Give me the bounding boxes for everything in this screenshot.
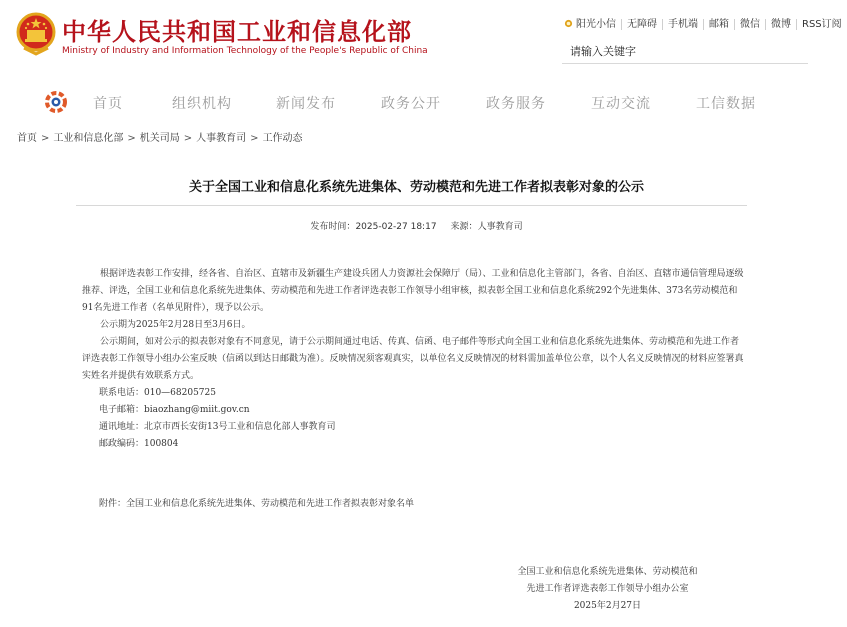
utility-links	[562, 16, 847, 32]
attachment-link[interactable]: 附件：全国工业和信息化系统先进集体、劳动模范和先进工作者拟表彰对象名单	[99, 499, 415, 509]
search-input[interactable]	[562, 40, 808, 64]
site-subtitle: Ministry of Industry and Information Technology of the People's Republic of China	[62, 46, 428, 56]
site-header	[0, 0, 842, 80]
national-emblem-icon[interactable]	[16, 12, 56, 56]
breadcrumb-separator: >	[41, 133, 50, 144]
article-meta	[0, 219, 833, 232]
breadcrumb-separator: >	[127, 133, 136, 144]
link-wechat[interactable]: 微信	[734, 19, 765, 30]
paragraph-intro: 根据评选表彰工作安排，经各省、自治区、直辖市及新疆生产建设兵团人力资源社会保障厅（局）、工业和信息化主管部门，各省、自治区、直辖市通信管理局逐级推荐、评选，全国工业和信息化系统先进集体、劳动模范和先进工作者评选表彰工作领导小组审核，拟表彰全国工业和信息化系统292个先进集体、373名劳动模范和91名先进工作者（名单见附件），现予以公示。	[82, 269, 744, 313]
nav-item-home[interactable]: 首页	[93, 96, 123, 112]
contact-email: 电子邮箱：biaozhang@miit.gov.cn	[99, 405, 250, 415]
link-mail[interactable]: 邮箱	[703, 19, 734, 30]
nav-item-services[interactable]: 政务服务	[486, 96, 546, 112]
link-weibo[interactable]: 微博	[765, 19, 796, 30]
breadcrumb-work-updates[interactable]: 工作动态	[262, 133, 303, 144]
article-title: 关于全国工业和信息化系统先进集体、劳动模范和先进工作者拟表彰对象的公示	[188, 180, 644, 195]
signature-block	[500, 564, 715, 615]
breadcrumb-separator: >	[183, 133, 193, 144]
contact-postcode: 邮政编码：100804	[99, 439, 179, 449]
signature-org-line2: 先进工作者评选表彰工作领导小组办公室	[526, 584, 689, 594]
publish-label: 发布时间：	[310, 222, 356, 232]
sun-icon	[564, 19, 573, 28]
breadcrumb-separator: >	[250, 133, 259, 144]
source-label: 来源：	[450, 222, 478, 232]
breadcrumb-home[interactable]: 首页	[17, 133, 37, 144]
title-divider	[76, 205, 747, 206]
breadcrumb-ministry[interactable]: 工业和信息化部	[53, 133, 124, 144]
nav-item-government-affairs[interactable]: 政务公开	[381, 96, 441, 112]
signature-date: 2025年2月27日	[573, 601, 642, 611]
publish-time: 2025-02-27 18:17	[355, 222, 437, 232]
breadcrumb-hr-dept[interactable]: 人事教育司	[196, 133, 247, 144]
link-accessibility[interactable]: 无障碍	[621, 19, 662, 30]
main-nav	[0, 86, 833, 118]
source-value: 人事教育司	[477, 222, 523, 232]
breadcrumb	[17, 129, 303, 144]
breadcrumb-departments[interactable]: 机关司局	[139, 133, 180, 144]
paragraph-period: 公示期为2025年2月28日至3月6日。	[100, 320, 251, 330]
nav-item-news[interactable]: 新闻发布	[276, 96, 336, 112]
article-body	[82, 266, 746, 453]
site-title[interactable]: 中华人民共和国工业和信息化部	[62, 18, 412, 46]
miit-logo-icon[interactable]	[44, 90, 68, 114]
link-sunshine-label: 阳光小信	[576, 18, 616, 30]
nav-item-data[interactable]: 工信数据	[696, 96, 756, 112]
contact-address: 通讯地址：北京市西长安街13号工业和信息化部人事教育司	[99, 422, 336, 432]
link-rss[interactable]: RSS订阅	[796, 19, 847, 30]
nav-item-organization[interactable]: 组织机构	[172, 96, 232, 112]
nav-item-interaction[interactable]: 互动交流	[591, 96, 651, 112]
link-sunshine[interactable]	[562, 19, 621, 30]
link-mobile[interactable]: 手机端	[662, 19, 703, 30]
contact-phone: 联系电话：010—68205725	[99, 388, 216, 398]
paragraph-feedback: 公示期间，如对公示的拟表彰对象有不同意见，请于公示期间通过电话、传真、信函、电子邮件等形式向全国工业和信息化系统先进集体、劳动模范和先进工作者评选表彰工作领导小组办公室反映（信函以到达日邮戳为准）。反映情况须客观真实，以单位名义反映情况的材料需加盖单位公章，以个人名义反映情况的材料应签署真实姓名并提供有效联系方式。	[82, 337, 744, 381]
signature-org-line1: 全国工业和信息化系统先进集体、劳动模范和	[517, 567, 698, 577]
